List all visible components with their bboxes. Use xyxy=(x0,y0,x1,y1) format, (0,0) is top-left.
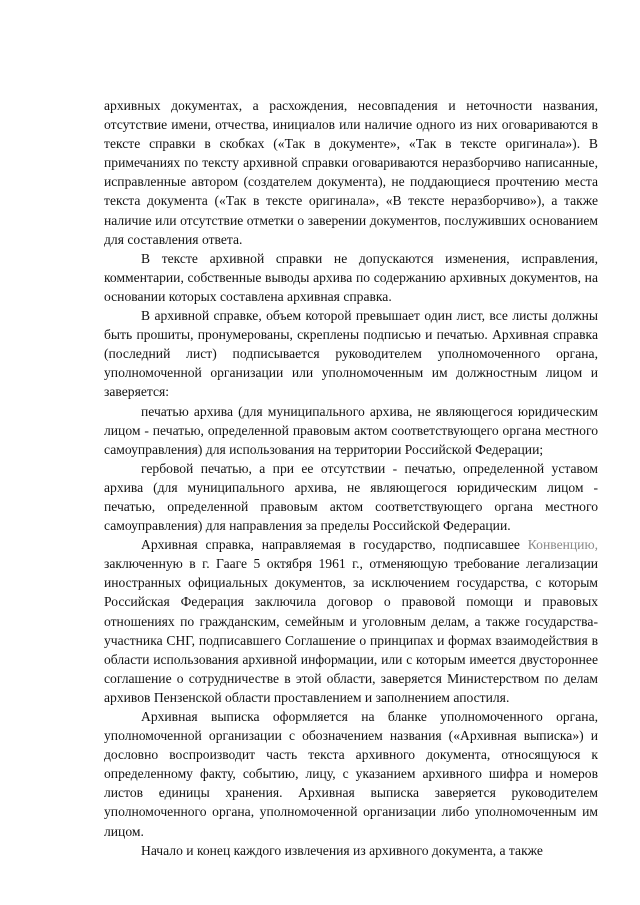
paragraph: В тексте архивной справки не допускаются изменения, исправления, комментарии, собственные выводы архива по содержанию архивных документов, на основании которых составлена архивная справка. xyxy=(104,250,598,304)
paragraph: архивных документах, а расхождения, несовпадения и неточности названия, отсутствие имени, отчества, инициалов или наличие одного из них оговариваются в тексте справки в скобках («Так в документе», «Так в тексте оригинала»). В примечаниях по тексту архивной справки оговариваются неразборчиво написанные, исправленные автором (создателем документа), не поддающиеся прочтению места текста документа («Так в тексте оригинала», «В тексте неразборчиво»), а также наличие или отсутствие отметки о заверении документов, послуживших основанием для составления ответа. xyxy=(104,98,598,247)
paragraph-convention xyxy=(104,535,598,707)
paragraph: Архивная выписка оформляется на бланке уполномоченного органа, уполномоченной организации с обозначением названия («Архивная выписка») и дословно воспроизводит часть текста архивного документа, относящуюся к определенному факту, событию, лицу, с указанием архивного шифра и номеров листов единицы хранения. Архивная выписка заверяется руководителем уполномоченного органа, уполномоченной организации либо уполномоченным им лицом. xyxy=(104,709,598,839)
paragraph: В архивной справке, объем которой превышает один лист, все листы должны быть прошиты, пронумерованы, скреплены подписью и печатью. Архивная справка (последний лист) подписывается руководителем уполномоченного органа, уполномоченной организации или уполномоченным им должностным лицом и заверяется: xyxy=(104,308,598,400)
convention-link[interactable]: Конвенцию, xyxy=(527,537,598,553)
document-body xyxy=(104,96,598,860)
paragraph: Начало и конец каждого извлечения из архивного документа, а также xyxy=(141,842,543,858)
paragraph-text: Архивная справка, направляемая в государство, подписавшее xyxy=(141,537,528,553)
paragraph: гербовой печатью, а при ее отсутствии - печатью, определенной уставом архива (для муниципального архива, не являющегося юридическим лицом - печатью, определенной правовым актом соответствующего органа местного самоуправления) для направления за пределы Российской Федерации. xyxy=(104,460,598,534)
paragraph-text: заключенную в г. Гааге 5 октября 1961 г., отменяющую требование легализации иностранных официальных документов, за исключением государства, с которым Российская Федерация заключила договор о правовой помощи и правовых отношениях по гражданским, семейным и уголовным делам, а также государства-участника СНГ, подписавшего Соглашение о принципах и формах взаимодействия в области использования архивной информации, или с которым имеется двустороннее соглашение о сотрудничестве в этой области, заверяется Министерством по делам архивов Пензенской области проставлением и заполнением апостиля. xyxy=(104,556,598,705)
paragraph: печатью архива (для муниципального архива, не являющегося юридическим лицом - печатью, определенной правовым актом соответствующего органа местного самоуправления) для использования на территории Российской Федерации; xyxy=(104,403,598,457)
